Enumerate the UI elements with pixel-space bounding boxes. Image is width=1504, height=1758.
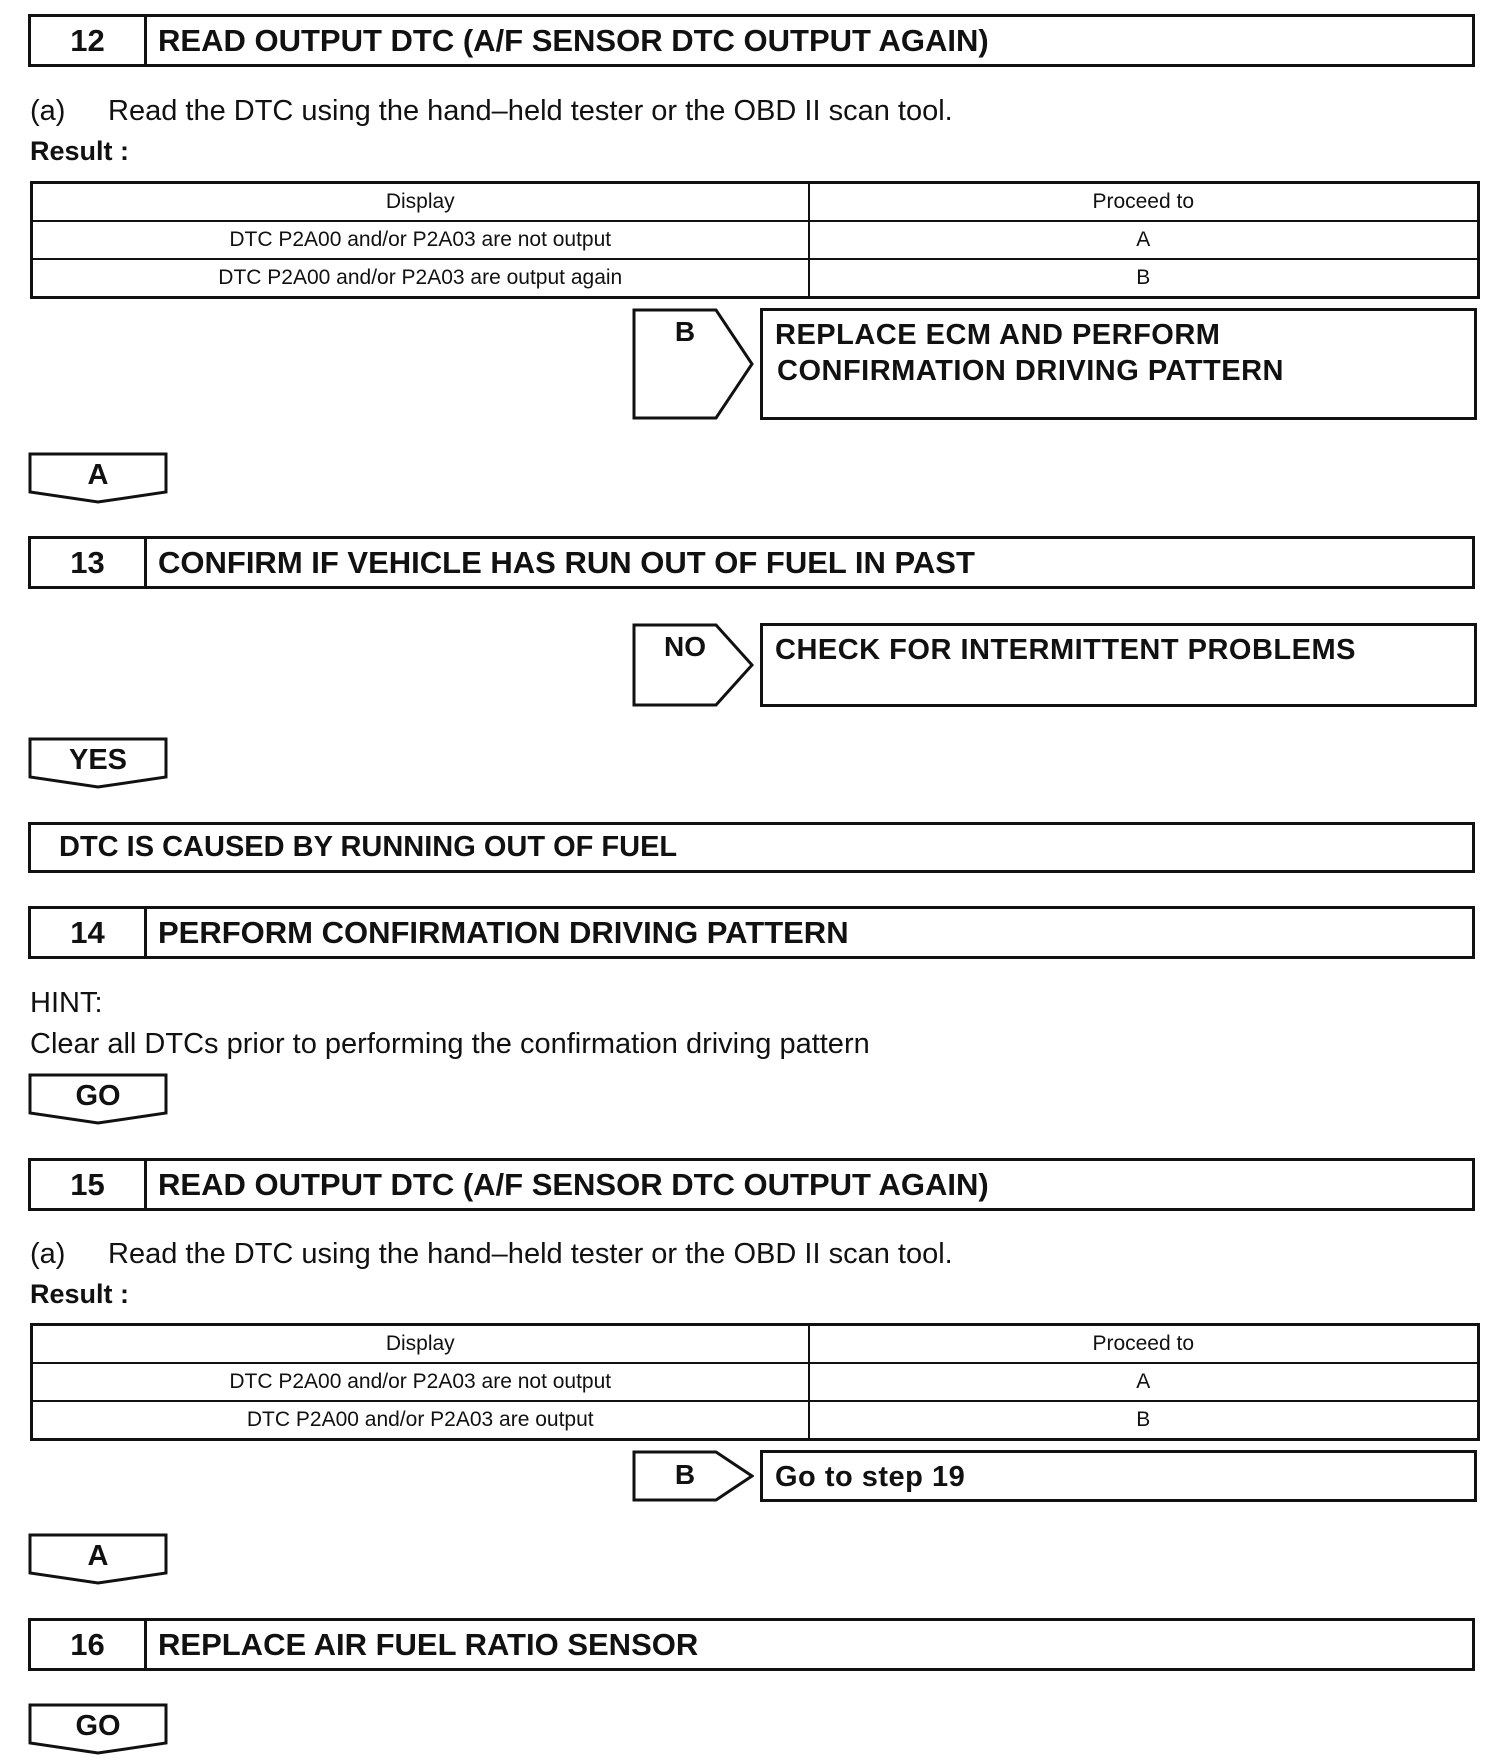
step-16-next-tab[interactable] [28, 1703, 168, 1755]
step-15-next-tab[interactable] [28, 1533, 168, 1585]
branch-action-line: Go to step 19 [775, 1461, 966, 1493]
table-header-proceed: Proceed to [809, 1325, 1479, 1364]
table-cell: B [809, 259, 1479, 298]
table-cell: DTC P2A00 and/or P2A03 are not output [32, 221, 809, 259]
table-row [32, 1401, 1479, 1440]
step-13-title: CONFIRM IF VEHICLE HAS RUN OUT OF FUEL IN PAST [158, 544, 975, 580]
table-header-proceed: Proceed to [809, 183, 1479, 222]
step-12-branch-b[interactable] [632, 308, 754, 420]
step-12-number: 12 [31, 17, 147, 64]
step-15-title: READ OUTPUT DTC (A/F SENSOR DTC OUTPUT AGAIN) [158, 1166, 989, 1202]
next-label: A [87, 459, 109, 491]
step-15-number: 15 [31, 1161, 147, 1208]
step-13-branch-no[interactable] [632, 623, 754, 707]
step-13-branch-action[interactable] [760, 623, 1477, 707]
step-12-result-label: Result : [30, 136, 130, 166]
table-header-row [32, 1325, 1479, 1364]
table-header-display: Display [32, 1325, 809, 1364]
table-cell: B [809, 1401, 1479, 1440]
step-12-branch-action[interactable] [760, 308, 1477, 420]
step-14-hint: Clear all DTCs prior to performing the confirmation driving pattern [30, 1028, 870, 1060]
step-14-number: 14 [31, 909, 147, 956]
step-16-number: 16 [31, 1621, 147, 1668]
step-15-branch-action[interactable] [760, 1450, 1477, 1502]
next-label: YES [68, 744, 128, 776]
table-cell: DTC P2A00 and/or P2A03 are not output [32, 1363, 809, 1401]
branch-action-line: CHECK FOR INTERMITTENT PROBLEMS [775, 634, 1356, 666]
step-14-title: PERFORM CONFIRMATION DRIVING PATTERN [158, 914, 849, 950]
next-label: GO [75, 1080, 121, 1112]
step-16-header [28, 1618, 1475, 1671]
branch-action-line: CONFIRMATION DRIVING PATTERN [777, 355, 1284, 387]
step-14-next-tab[interactable] [28, 1073, 168, 1125]
instruction-text: Read the DTC using the hand–held tester or the OBD II scan tool. [108, 95, 953, 127]
step-13-conclusion [28, 822, 1475, 873]
table-header-row [32, 183, 1479, 222]
step-13-next-tab[interactable] [28, 737, 168, 789]
step-16-title: REPLACE AIR FUEL RATIO SENSOR [158, 1626, 699, 1662]
table-row [32, 1363, 1479, 1401]
table-cell: A [809, 1363, 1479, 1401]
branch-label: B [674, 316, 696, 347]
step-14-hint-label: HINT: [30, 987, 103, 1019]
step-12-header [28, 14, 1475, 67]
step-13-header [28, 536, 1475, 589]
conclusion-text: DTC IS CAUSED BY RUNNING OUT OF FUEL [59, 831, 678, 863]
next-label: A [87, 1540, 109, 1572]
step-12-next-tab[interactable] [28, 452, 168, 504]
instruction-marker: (a) [30, 1238, 66, 1270]
table-row [32, 259, 1479, 298]
instruction-text: Read the DTC using the hand–held tester or the OBD II scan tool. [108, 1238, 953, 1270]
table-cell: A [809, 221, 1479, 259]
step-15-instruction [30, 1238, 953, 1271]
step-15-branch-b[interactable] [632, 1450, 754, 1502]
table-row [32, 221, 1479, 259]
step-13-number: 13 [31, 539, 147, 586]
branch-action-line: REPLACE ECM AND PERFORM [775, 319, 1221, 351]
table-cell: DTC P2A00 and/or P2A03 are output [32, 1401, 809, 1440]
table-cell: DTC P2A00 and/or P2A03 are output again [32, 259, 809, 298]
step-15-header [28, 1158, 1475, 1211]
step-12-title: READ OUTPUT DTC (A/F SENSOR DTC OUTPUT AGAIN) [158, 22, 989, 58]
table-header-display: Display [32, 183, 809, 222]
step-15-result-table [30, 1323, 1480, 1441]
instruction-marker: (a) [30, 95, 66, 127]
next-label: GO [75, 1710, 121, 1742]
step-15-result-label: Result : [30, 1279, 130, 1309]
branch-label: NO [664, 631, 706, 662]
step-12-result-table [30, 181, 1480, 299]
step-12-instruction [30, 95, 953, 128]
step-14-header [28, 906, 1475, 959]
branch-label: B [674, 1459, 696, 1490]
